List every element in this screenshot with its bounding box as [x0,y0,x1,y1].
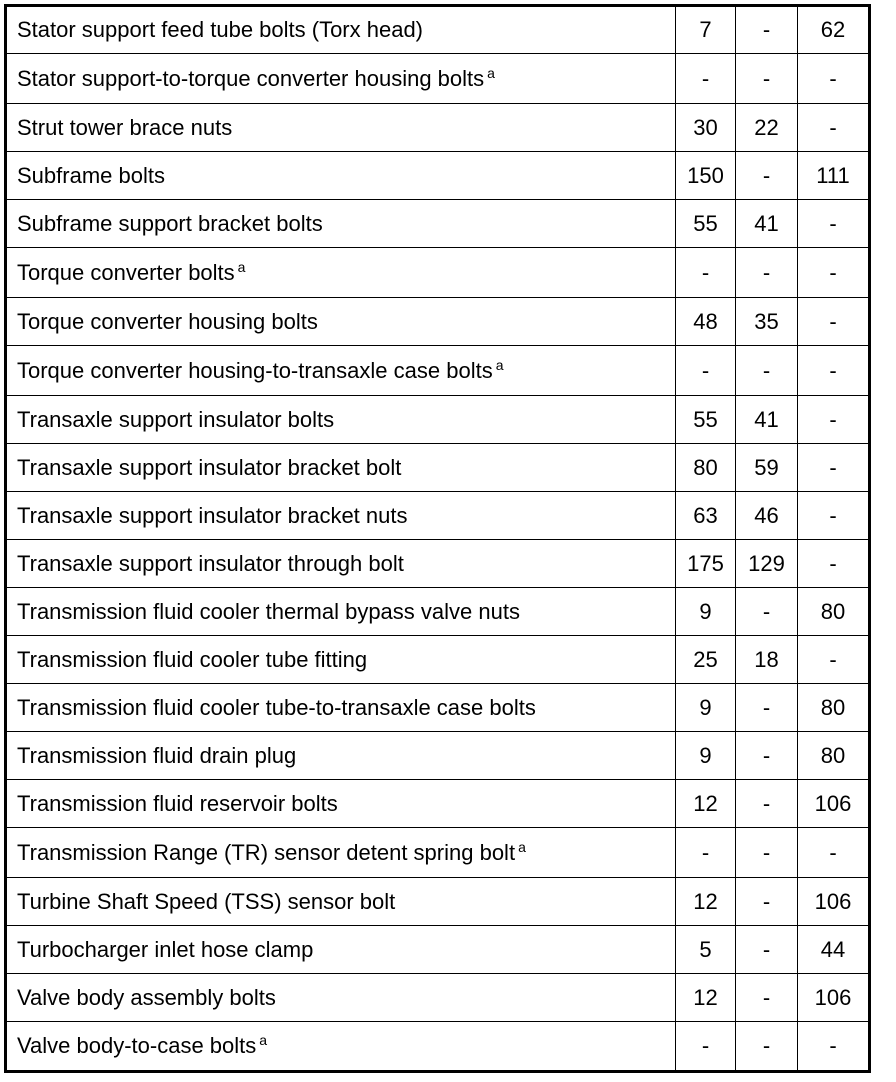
component-cell [6,926,676,974]
component-description: Valve body-to-case bolts [17,1033,257,1058]
lbft-value-cell: 22 [736,104,798,152]
lbin-value-cell: 106 [798,878,870,926]
nm-value-cell: 7 [676,6,736,54]
component-cell [6,104,676,152]
table-body [6,6,870,1072]
table-row [6,346,870,396]
component-description: Transmission fluid cooler tube fitting [17,646,368,672]
component-description: Strut tower brace nuts [17,114,233,140]
footnote-marker: a [518,838,526,855]
lbft-value-cell: - [736,152,798,200]
component-description: Transaxle support insulator through bolt [17,550,404,576]
nm-value-cell: - [676,346,736,396]
component-cell [6,974,676,1022]
component-cell [6,732,676,780]
table-row [6,104,870,152]
lbft-value-cell: 59 [736,444,798,492]
component-description: Transaxle support insulator bolts [17,406,335,432]
component-cell [6,54,676,104]
table-row [6,878,870,926]
component-cell [6,444,676,492]
lbin-value-cell: - [798,540,870,588]
lbft-value-cell: - [736,684,798,732]
component-description: Torque converter bolts [17,259,235,285]
table-row [6,248,870,298]
lbin-value-cell: 80 [798,732,870,780]
table-row [6,780,870,828]
nm-value-cell: 25 [676,636,736,684]
component-cell [6,6,676,54]
nm-value-cell: - [676,828,736,878]
component-description: Turbocharger inlet hose clamp [17,936,314,962]
table-row [6,200,870,248]
component-cell [6,248,676,298]
nm-value-cell: 150 [676,152,736,200]
lbin-value-cell: 106 [798,780,870,828]
lbin-value-cell: - [798,396,870,444]
nm-value-cell: 9 [676,588,736,636]
component-cell [6,588,676,636]
component-description: Torque converter housing-to-transaxle case bolts [17,357,493,383]
nm-value-cell: 12 [676,780,736,828]
lbin-value-cell: - [798,828,870,878]
lbin-value-cell: - [798,298,870,346]
lbft-value-cell: - [736,1022,798,1072]
lbft-value-cell: - [736,6,798,54]
component-description: Transaxle support insulator bracket bolt [17,454,402,480]
component-cell [6,1022,676,1072]
footnote-marker: a [259,1032,268,1048]
component-cell [6,492,676,540]
nm-value-cell: 55 [676,396,736,444]
lbin-value-cell: - [798,200,870,248]
component-cell [6,828,676,878]
table-row [6,444,870,492]
nm-value-cell: 175 [676,540,736,588]
nm-value-cell: 80 [676,444,736,492]
lbin-value-cell: - [798,636,870,684]
component-cell [6,780,676,828]
component-cell [6,878,676,926]
nm-value-cell: 12 [676,878,736,926]
nm-value-cell: 9 [676,684,736,732]
nm-value-cell: 9 [676,732,736,780]
lbft-value-cell: 46 [736,492,798,540]
table-row [6,492,870,540]
nm-value-cell: 5 [676,926,736,974]
table-row [6,6,870,54]
component-description: Valve body assembly bolts [17,984,276,1010]
footnote-marker: a [237,258,246,275]
nm-value-cell: 55 [676,200,736,248]
table-row [6,684,870,732]
table-row [6,540,870,588]
lbin-value-cell: - [798,1022,870,1072]
component-description: Transmission fluid cooler thermal bypass valve nuts [17,598,520,624]
lbft-value-cell: - [736,878,798,926]
footnote-marker: a [487,64,495,81]
nm-value-cell: 12 [676,974,736,1022]
table-row [6,54,870,104]
table-row [6,636,870,684]
table-row [6,732,870,780]
component-description: Transmission fluid drain plug [17,742,297,768]
table-row [6,974,870,1022]
lbft-value-cell: - [736,974,798,1022]
table-row [6,1022,870,1072]
lbin-value-cell: 62 [798,6,870,54]
nm-value-cell: - [676,54,736,104]
lbft-value-cell: 129 [736,540,798,588]
lbft-value-cell: - [736,828,798,878]
lbin-value-cell: - [798,492,870,540]
lbin-value-cell: - [798,346,870,396]
table-row [6,152,870,200]
component-description: Subframe bolts [17,162,165,188]
component-cell [6,636,676,684]
lbft-value-cell: - [736,346,798,396]
lbft-value-cell: - [736,588,798,636]
component-cell [6,540,676,588]
component-description: Transmission Range (TR) sensor detent spring bolt [17,839,516,865]
lbft-value-cell: - [736,732,798,780]
table-row [6,588,870,636]
table-row [6,828,870,878]
lbin-value-cell: 106 [798,974,870,1022]
component-description: Transmission fluid reservoir bolts [17,790,338,816]
lbin-value-cell: 111 [798,152,870,200]
component-cell [6,396,676,444]
torque-spec-table [4,4,871,1073]
lbin-value-cell: 80 [798,588,870,636]
lbft-value-cell: - [736,248,798,298]
nm-value-cell: 30 [676,104,736,152]
component-description: Stator support-to-torque converter housing bolts [17,65,485,91]
lbft-value-cell: 41 [736,200,798,248]
component-description: Transmission fluid cooler tube-to-transaxle case bolts [17,694,536,720]
lbin-value-cell: 44 [798,926,870,974]
lbft-value-cell: 41 [736,396,798,444]
table-row [6,926,870,974]
lbin-value-cell: - [798,104,870,152]
lbft-value-cell: - [736,926,798,974]
lbft-value-cell: - [736,780,798,828]
nm-value-cell: 48 [676,298,736,346]
lbft-value-cell: 18 [736,636,798,684]
component-description: Stator support feed tube bolts (Torx head) [17,17,424,42]
component-cell [6,152,676,200]
component-cell [6,298,676,346]
nm-value-cell: 63 [676,492,736,540]
component-description: Subframe support bracket bolts [17,210,323,236]
nm-value-cell: - [676,1022,736,1072]
lbft-value-cell: 35 [736,298,798,346]
component-cell [6,684,676,732]
lbin-value-cell: - [798,54,870,104]
lbft-value-cell: - [736,54,798,104]
nm-value-cell: - [676,248,736,298]
component-description: Torque converter housing bolts [17,308,318,334]
footnote-marker: a [495,356,504,373]
lbin-value-cell: - [798,248,870,298]
component-cell [6,200,676,248]
component-cell [6,346,676,396]
component-description: Transaxle support insulator bracket nuts [17,502,408,528]
component-description: Turbine Shaft Speed (TSS) sensor bolt [17,888,396,914]
table-row [6,298,870,346]
table-row [6,396,870,444]
lbin-value-cell: - [798,444,870,492]
lbin-value-cell: 80 [798,684,870,732]
